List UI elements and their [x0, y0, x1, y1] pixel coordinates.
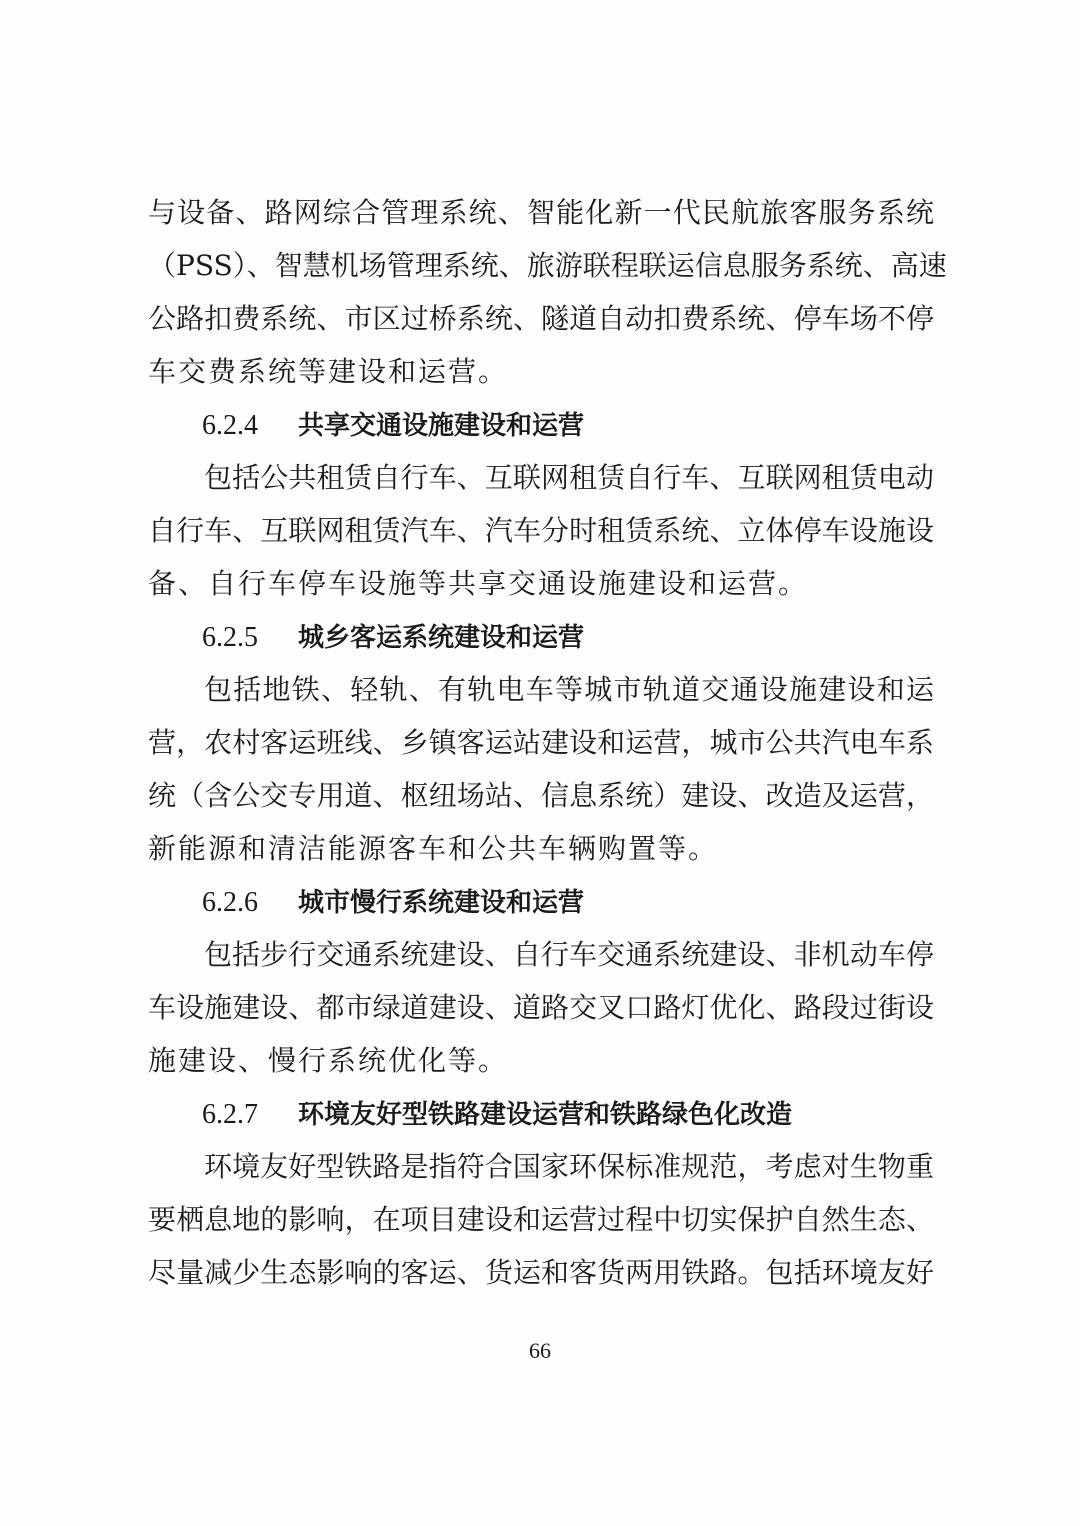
text-line: 包括公共租赁自行车、互联网租赁自行车、互联网租赁电动 — [204, 461, 934, 494]
section-number: 6.2.7 — [202, 1099, 258, 1130]
section-paragraph-6-2-7 — [148, 1140, 934, 1299]
text-line: 尽量减少生态影响的客运、货运和客货两用铁路。包括环境友好 — [148, 1256, 934, 1289]
section-heading-6-2-7 — [148, 1087, 934, 1140]
section-heading-6-2-4 — [148, 398, 934, 451]
text-line: 统（含公交专用道、枢纽场站、信息系统）建设、改造及运营， — [148, 779, 934, 812]
text-line: 车设施建设、都市绿道建设、道路交叉口路灯优化、路段过街设 — [148, 991, 934, 1024]
section-heading-6-2-5 — [148, 610, 934, 663]
section-paragraph-6-2-4 — [148, 451, 934, 610]
section-number: 6.2.4 — [202, 410, 258, 441]
text-line: 新能源和清洁能源客车和公共车辆购置等。 — [148, 832, 719, 865]
text-line: 公路扣费系统、市区过桥系统、隧道自动扣费系统、停车场不停 — [148, 302, 934, 335]
text-line: 备、自行车停车设施等共享交通设施建设和运营。 — [148, 567, 809, 600]
section-paragraph-6-2-5 — [148, 663, 934, 875]
page-number: 66 — [529, 1338, 551, 1363]
text-line: 自行车、互联网租赁汽车、汽车分时租赁系统、立体停车设施设 — [148, 514, 934, 547]
section-title: 共享交通设施建设和运营 — [298, 411, 585, 441]
section-paragraph-6-2-6 — [148, 928, 934, 1087]
section-title: 城乡客运系统建设和运营 — [298, 623, 585, 653]
text-line: 车交费系统等建设和运营。 — [148, 355, 509, 388]
page-body — [148, 186, 947, 1299]
text-line: 要栖息地的影响，在项目建设和运营过程中切实保护自然生态、 — [148, 1203, 934, 1236]
text-line: 包括步行交通系统建设、自行车交通系统建设、非机动车停 — [204, 938, 934, 971]
text-line: 营，农村客运班线、乡镇客运站建设和运营，城市公共汽电车系 — [148, 726, 934, 759]
text-line: 施建设、慢行系统优化等。 — [148, 1044, 509, 1077]
text-line: 与设备、路网综合管理系统、智能化新一代民航旅客服务系统 — [148, 196, 934, 229]
section-number: 6.2.5 — [202, 622, 258, 653]
text-line: 包括地铁、轻轨、有轨电车等城市轨道交通设施建设和运 — [204, 673, 934, 706]
section-heading-6-2-6 — [148, 875, 934, 928]
text-line: （PSS）、智慧机场管理系统、旅游联程联运信息服务系统、高速 — [148, 249, 947, 282]
section-number: 6.2.6 — [202, 887, 258, 918]
section-title: 环境友好型铁路建设运营和铁路绿色化改造 — [298, 1100, 793, 1130]
paragraph-continued — [148, 186, 947, 398]
text-line: 环境友好型铁路是指符合国家环保标准规范，考虑对生物重 — [204, 1150, 934, 1183]
section-title: 城市慢行系统建设和运营 — [298, 888, 585, 918]
